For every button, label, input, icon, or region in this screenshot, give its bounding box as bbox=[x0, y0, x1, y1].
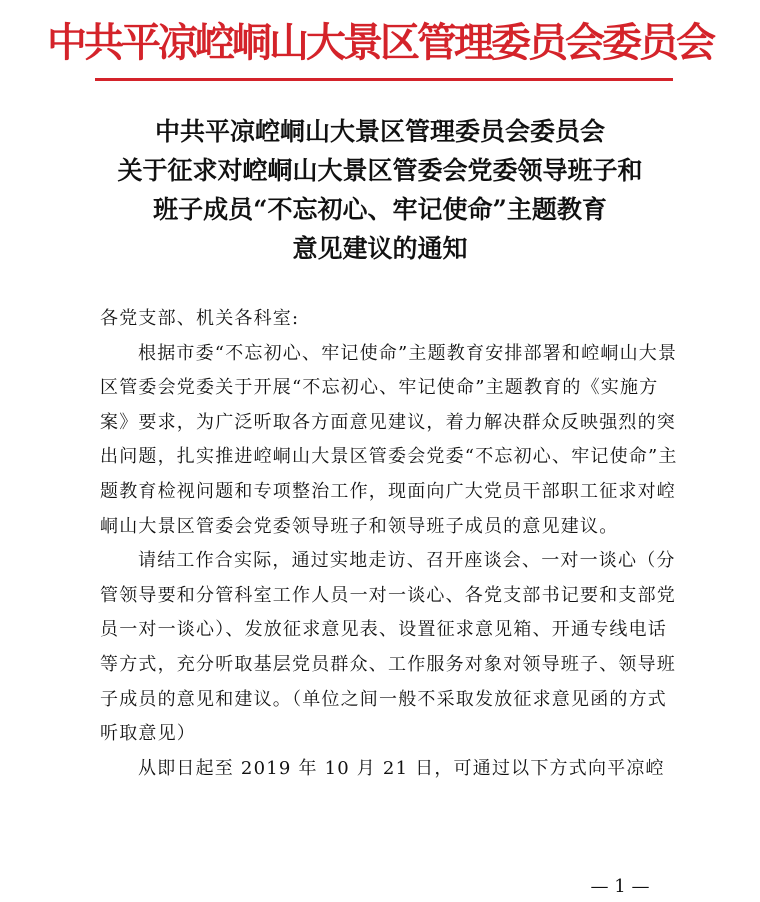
letterhead-red-rule bbox=[95, 78, 673, 81]
title-line-3: 班子成员“不忘初心、牢记使命”主题教育 bbox=[153, 195, 607, 224]
salutation: 各党支部、机关各科室: bbox=[100, 308, 300, 329]
document-body bbox=[100, 302, 680, 786]
page-number: — 1 — bbox=[590, 876, 650, 897]
title-line-4: 意见建议的通知 bbox=[292, 234, 468, 263]
paragraph-1: 根据市委“不忘初心、牢记使命”主题教育安排部署和崆峒山大景区管委会党委关于开展“不忘初心、牢记使命”主题教育的《实施方案》要求，为广泛听取各方面意见建议，着力解决群众反映强烈的突出问题，扎实推进崆峒山大景区管委会党委“不忘初心、牢记使命”主题教育检视问题和专项整治工作，现面向广大党员干部职工征求对崆峒山大景区管委会党委领导班子和领导班子成员的意见建议。 bbox=[100, 342, 678, 537]
paragraph-2: 请结工作合实际，通过实地走访、召开座谈会、一对一谈心（分管领导要和分管科室工作人员一对一谈心、各党支部书记要和支部党员一对一谈心）、发放征求意见表、设置征求意见箱、开通专线电话等方式，充分听取基层党员群众、工作服务对象对领导班子、领导班子成员的意见和建议。（单位之间一般不采取发放征求意见函的方式听取意见） bbox=[100, 550, 676, 745]
title-line-1: 中共平凉崆峒山大景区管理委员会委员会 bbox=[154, 117, 605, 146]
paragraph-3: 从即日起至 2019 年 10 月 21 日，可通过以下方式向平凉崆 bbox=[138, 757, 665, 779]
document-title bbox=[60, 112, 700, 268]
letterhead-org-name: 中共平凉崆峒山大景区管理委员会委员会 bbox=[47, 19, 713, 66]
title-line-2: 关于征求对崆峒山大景区管委会党委领导班子和 bbox=[117, 156, 643, 185]
